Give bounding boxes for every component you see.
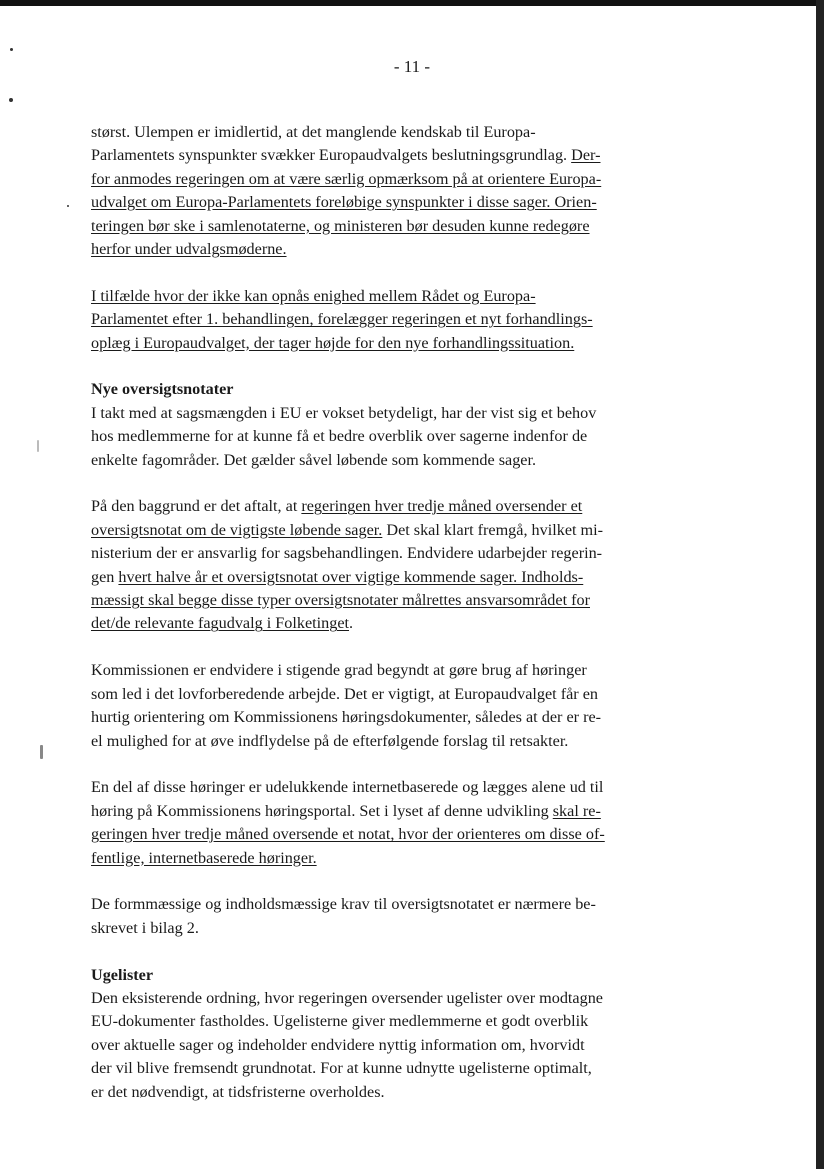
text-line	[91, 191, 651, 214]
text-line	[91, 1034, 651, 1057]
text-line	[91, 332, 651, 355]
page-number: - 11 -	[393, 57, 431, 76]
text-line	[91, 215, 651, 238]
underlined-text: oversigtsnotat om de vigtigste løbende sager.	[91, 520, 383, 539]
text-line	[91, 800, 651, 823]
underlined-text: det/de relevante fagudvalg i Folketinget	[91, 614, 350, 633]
underlined-text: udvalget om Europa-Parlamentets foreløbige synspunkter i disse sager. Orien-	[91, 193, 597, 212]
text-run: størst. Ulempen er imidlertid, at det manglende kendskab til Europa-	[91, 123, 536, 141]
text-line	[91, 847, 651, 870]
underlined-text: Parlamentet efter 1. behandlingen, forelægger regeringen et nyt forhandlings-	[91, 310, 593, 329]
paragraph	[91, 964, 651, 1104]
text-line	[91, 917, 651, 940]
underlined-text: fentlige, internetbaserede høringer.	[91, 848, 317, 867]
text-run: som led i det lovforberedende arbejde. Det er vigtigt, at Europaudvalget får en	[91, 684, 599, 703]
underlined-text: hvert halve år et oversigtsnotat over vigtige kommende sager. Indholds-	[118, 567, 584, 586]
underlined-text: for anmodes regeringen om at være særlig opmærksom på at orientere Europa-	[91, 169, 602, 188]
paragraph	[91, 776, 651, 870]
text-line	[91, 121, 651, 144]
underlined-text: oplæg i Europaudvalget, der tager højde for den nye forhandlingssituation.	[91, 333, 575, 352]
scan-edge-top	[0, 0, 824, 6]
text-run: På den baggrund er det aftalt, at	[91, 497, 302, 516]
underlined-text: teringen bør ske i samlenotaterne, og ministeren bør desuden kunne redegøre	[91, 216, 590, 235]
underlined-text: mæssigt skal begge disse typer oversigtsnotater målrettes ansvarsområdet for	[91, 591, 590, 610]
scan-speck	[40, 745, 43, 759]
scan-speck	[9, 98, 13, 102]
text-run: En del af disse høringer er udelukkende internetbaserede og lægges alene ud til	[91, 778, 604, 797]
paragraph	[91, 121, 651, 261]
text-run: gen	[91, 567, 119, 586]
text-run: nisterium der er ansvarlig for sagsbehandlingen. Endvidere udarbejder regerin-	[91, 544, 603, 563]
text-line	[91, 542, 651, 565]
text-run: enkelte fagområder. Det gælder såvel løbende som kommende sager.	[91, 450, 537, 469]
underlined-text: skal re-	[552, 801, 601, 820]
paragraph	[91, 495, 651, 635]
text-line	[91, 285, 651, 308]
text-line	[91, 730, 651, 753]
text-line	[91, 1057, 651, 1080]
text-run: der vil blive fremsendt grundnotat. For at kunne udnytte ugelisterne optimalt,	[91, 1059, 592, 1078]
paragraph	[91, 285, 651, 355]
underlined-text: I tilfælde hvor der ikke kan opnås enighed mellem Rådet og Europa-	[91, 286, 536, 305]
text-line	[91, 612, 651, 635]
text-line	[91, 706, 651, 729]
underlined-text: Der-	[571, 146, 601, 165]
text-run: hos medlemmerne for at kunne få et bedre overblik over sagerne indenfor de	[91, 427, 588, 446]
section-heading: Ugelister	[91, 965, 154, 984]
text-run: el mulighed for at øve indflydelse på de efterfølgende forslag til retsakter.	[91, 731, 569, 750]
text-line	[91, 238, 651, 261]
text-line	[91, 425, 651, 448]
text-run: Parlamentets synspunkter svækker Europaudvalgets beslutningsgrundlag.	[91, 146, 572, 165]
text-run: EU-dokumenter fastholdes. Ugelisterne giver medlemmerne et godt overblik	[91, 1012, 589, 1031]
scan-speck	[67, 205, 69, 207]
text-run: skrevet i bilag 2.	[91, 918, 199, 937]
paragraph	[91, 893, 651, 940]
text-line	[91, 659, 651, 682]
underlined-text: geringen hver tredje måned oversende et notat, hvor der orienteres om disse of-	[91, 825, 605, 844]
text-line	[91, 566, 651, 589]
underlined-text: herfor under udvalgsmøderne.	[91, 240, 287, 259]
text-line	[91, 168, 651, 191]
text-line	[91, 1081, 651, 1104]
text-line	[91, 402, 651, 425]
text-line	[91, 776, 651, 799]
paragraph	[91, 378, 651, 472]
text-run: I takt med at sagsmængden i EU er vokset betydeligt, har der vist sig et behov	[91, 403, 597, 422]
text-run: .	[349, 614, 354, 633]
text-line	[91, 449, 651, 472]
paragraph	[91, 659, 651, 753]
text-run: er det nødvendigt, at tidsfristerne overholdes.	[91, 1082, 385, 1101]
text-run: Kommissionen er endvidere i stigende grad begyndt at gøre brug af høringer	[91, 661, 587, 680]
text-line	[91, 144, 651, 167]
text-line	[91, 519, 651, 542]
text-line	[91, 823, 651, 846]
text-line	[91, 495, 651, 518]
underlined-text: regeringen hver tredje måned oversender et	[301, 497, 583, 516]
text-line	[91, 893, 651, 916]
text-run: De formmæssige og indholdsmæssige krav til oversigtsnotatet er nærmere be-	[91, 895, 596, 914]
text-run: høring på Kommissionens høringsportal. Set i lyset af denne udvikling	[91, 801, 553, 820]
text-line	[91, 987, 651, 1010]
section-heading: Nye oversigtsnotater	[91, 380, 234, 399]
text-line	[91, 589, 651, 612]
text-line	[91, 1010, 651, 1033]
text-run: over aktuelle sager og indeholder endvidere nyttig information om, hvorvidt	[91, 1035, 585, 1054]
text-run: Det skal klart fremgå, hvilket mi-	[382, 520, 604, 539]
scan-speck	[10, 48, 13, 51]
text-run: hurtig orientering om Kommissionens høringsdokumenter, således at der er re-	[91, 708, 602, 727]
document-body	[91, 121, 651, 1127]
text-line	[91, 683, 651, 706]
scan-edge-right	[816, 0, 824, 1169]
scan-speck	[37, 440, 39, 452]
text-run: Den eksisterende ordning, hvor regeringen oversender ugelister over modtagne	[91, 988, 603, 1007]
text-line	[91, 308, 651, 331]
